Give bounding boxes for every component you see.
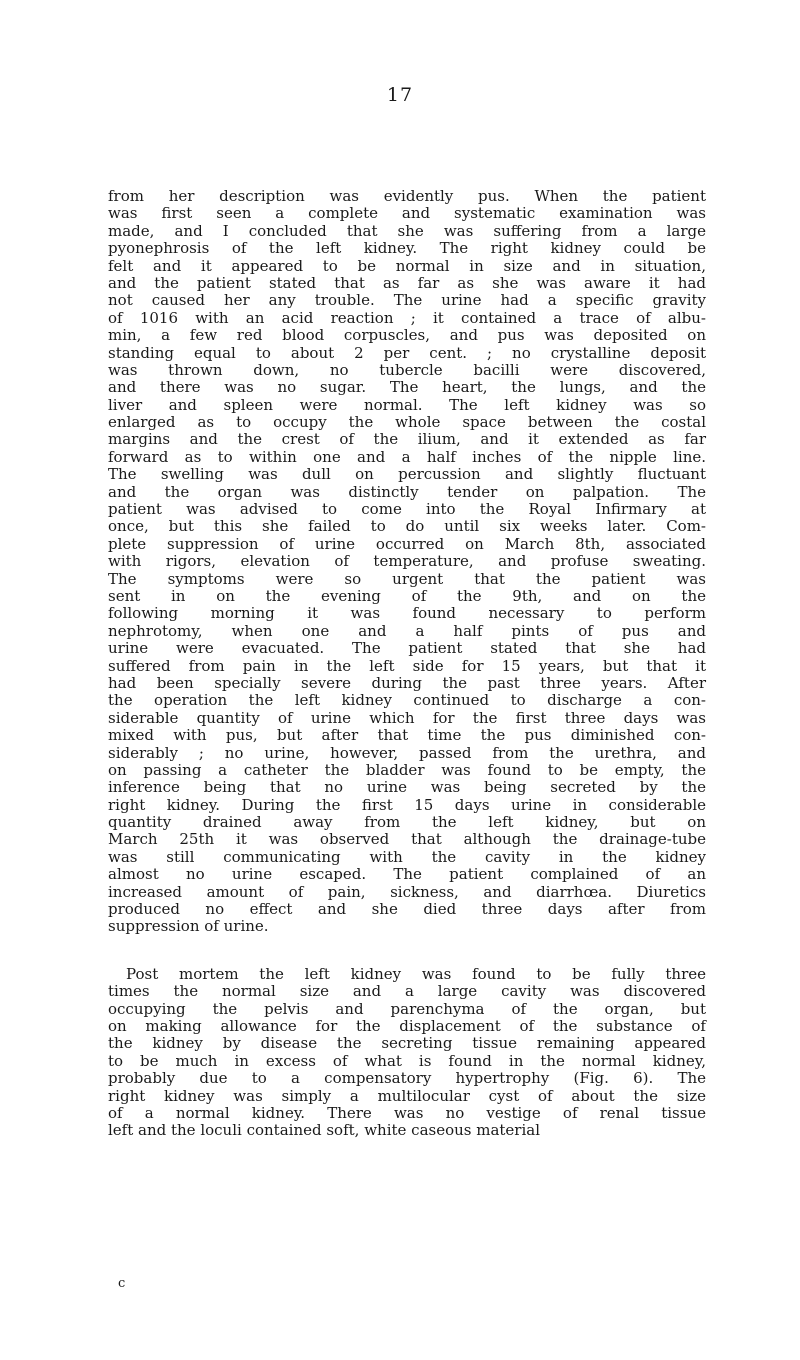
text-line: patient was advised to come into the Royal Infirmary at [108, 500, 706, 519]
text-line: of 1016 with an acid reaction ; it contained a trace of albu- [108, 308, 706, 327]
text-line: on making allowance for the displacement of the substance of [108, 1016, 706, 1035]
text-line: with rigors, elevation of temperature, and profuse sweating. [108, 552, 706, 571]
text-line: had been specially severe during the past three years. After [108, 673, 706, 692]
text-line: liver and spleen were normal. The left kidney was so [108, 395, 706, 414]
text-line: once, but this she failed to do until six weeks later. Com- [108, 517, 706, 536]
paragraph-gap [108, 936, 706, 966]
text-line: on passing a catheter the bladder was found to be empty, the [108, 760, 706, 779]
text-line: pyonephrosis of the left kidney. The right kidney could be [108, 239, 706, 258]
text-line: siderable quantity of urine which for the first three days was [108, 708, 706, 727]
text-line: The symptoms were so urgent that the patient was [108, 569, 706, 588]
text-line: right kidney. During the first 15 days urine in considerable [108, 795, 706, 814]
text-line: of a normal kidney. There was no vestige of renal tissue [108, 1103, 706, 1122]
page-number: 17 [386, 84, 414, 106]
text-line: and there was no sugar. The heart, the lungs, and the [108, 378, 706, 397]
text-line: enlarged as to occupy the whole space between the costal [108, 413, 706, 432]
text-line: siderably ; no urine, however, passed from the urethra, and [108, 743, 706, 762]
paragraph-post-mortem [108, 966, 706, 1140]
text-line: times the normal size and a large cavity was discovered [108, 982, 706, 1001]
paragraph-case-history [108, 188, 706, 936]
text-line: to be much in excess of what is found in the normal kidney, [108, 1051, 706, 1070]
text-line: standing equal to about 2 per cent. ; no crystalline deposit [108, 343, 706, 362]
text-line: plete suppression of urine occurred on March 8th, associated [108, 534, 706, 553]
text-line: suppression of urine. [108, 917, 269, 936]
text-line: following morning it was found necessary to perform [108, 604, 706, 623]
text-line: was first seen a complete and systematic examination was [108, 204, 706, 223]
text-line: margins and the crest of the ilium, and it extended as far [108, 430, 706, 449]
text-line: mixed with pus, but after that time the pus diminished con- [108, 726, 706, 745]
text-line: sent in on the evening of the 9th, and on the [108, 586, 706, 605]
text-line: almost no urine escaped. The patient complained of an [108, 865, 706, 884]
text-line: nephrotomy, when one and a half pints of pus and [108, 621, 706, 640]
text-line: occupying the pelvis and parenchyma of the organ, but [108, 999, 706, 1018]
text-line: urine were evacuated. The patient stated that she had [108, 639, 706, 658]
text-line: from her description was evidently pus. When the patient [108, 187, 706, 205]
text-line: forward as to within one and a half inches of the nipple line. [108, 447, 706, 466]
text-line: and the patient stated that as far as she was aware it had [108, 273, 706, 292]
text-line: the kidney by disease the secreting tissue remaining appeared [108, 1034, 706, 1053]
text-line: made, and I concluded that she was suffering from a large [108, 221, 706, 240]
text-line: not caused her any trouble. The urine had a specific gravity [108, 291, 706, 310]
text-line: probably due to a compensatory hypertrophy (Fig. 6). The [108, 1069, 706, 1088]
signature-mark: c [118, 1276, 126, 1291]
text-line: was thrown down, no tubercle bacilli were discovered, [108, 360, 706, 379]
text-line: inference being that no urine was being secreted by the [108, 778, 706, 797]
text-line: increased amount of pain, sickness, and diarrhœa. Diuretics [108, 882, 706, 901]
text-line: right kidney was simply a multilocular cyst of about the size [108, 1086, 706, 1105]
text-line: and the organ was distinctly tender on palpation. The [108, 482, 706, 501]
text-line: felt and it appeared to be normal in size and in situation, [108, 256, 706, 275]
body-text [108, 188, 706, 1140]
text-line: the operation the left kidney continued to discharge a con- [108, 691, 706, 710]
text-line: Post mortem the left kidney was found to be fully three [126, 964, 706, 983]
text-line: March 25th it was observed that although the drainage-tube [108, 830, 706, 849]
text-line: left and the loculi contained soft, white caseous material [108, 1121, 541, 1140]
text-line: was still communicating with the cavity in the kidney [108, 847, 706, 866]
text-line: produced no effect and she died three days after from [108, 900, 706, 919]
text-line: suffered from pain in the left side for 15 years, but that it [108, 656, 706, 675]
text-line: min, a few red blood corpuscles, and pus was deposited on [108, 326, 706, 345]
text-line: quantity drained away from the left kidney, but on [108, 813, 706, 832]
text-line: The swelling was dull on percussion and slightly fluctuant [108, 465, 706, 484]
